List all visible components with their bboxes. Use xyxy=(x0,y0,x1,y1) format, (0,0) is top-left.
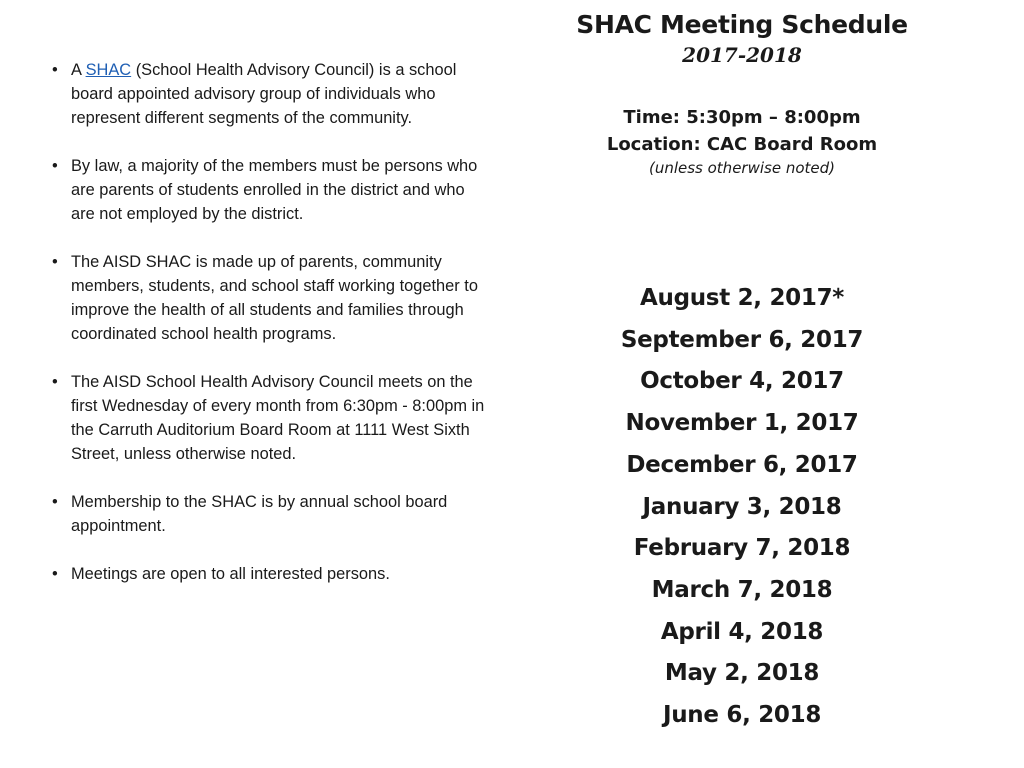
meeting-date: January 3, 2018 xyxy=(642,493,842,520)
meeting-date: October 4, 2017 xyxy=(640,368,844,395)
bullet-text: The AISD School Health Advisory Council meets on the first Wednesday of every month from 6:30pm - 8:00pm in the Carruth Auditorium Board Room at 1111 West Sixth Street, unless otherwise noted. xyxy=(71,373,485,463)
meeting-date: February 7, 2018 xyxy=(633,535,851,562)
meeting-date: June 6, 2018 xyxy=(662,702,822,729)
meeting-date: September 6, 2017 xyxy=(620,326,864,353)
info-bullet-list xyxy=(50,58,490,586)
shac-link[interactable]: SHAC xyxy=(85,61,132,79)
bullet-item xyxy=(50,58,490,130)
location-note: (unless otherwise noted) xyxy=(648,159,836,177)
meeting-time: Time: 5:30pm – 8:00pm xyxy=(623,107,861,128)
meeting-date: April 4, 2018 xyxy=(660,618,824,645)
bullet-item xyxy=(50,370,490,466)
bullet-text: The AISD SHAC is made up of parents, community members, students, and school staff working together to improve the health of all students and families through coordinated school health programs. xyxy=(71,253,478,343)
bullet-item xyxy=(50,250,490,346)
meeting-dates-list xyxy=(560,278,924,737)
schedule-column xyxy=(560,8,924,729)
bullet-text: By law, a majority of the members must be persons who are parents of students enrolled in the district and who are not employed by the district. xyxy=(71,157,478,223)
meeting-date: March 7, 2018 xyxy=(651,576,833,603)
info-column xyxy=(50,58,490,610)
bullet-text: (School Health Advisory Council) is a school board appointed advisory group of individuals who represent different segments of the community. xyxy=(71,61,457,127)
schedule-title: SHAC Meeting Schedule xyxy=(576,10,908,39)
meeting-date: August 2, 2017* xyxy=(640,285,844,311)
meeting-date: December 6, 2017 xyxy=(626,451,858,478)
bullet-item xyxy=(50,562,490,586)
meeting-location: Location: CAC Board Room xyxy=(606,134,878,155)
bullet-item xyxy=(50,490,490,538)
meeting-date: November 1, 2017 xyxy=(625,410,859,437)
meeting-date: May 2, 2018 xyxy=(664,660,820,687)
bullet-prefix: A xyxy=(71,61,86,79)
schedule-year: 2017-2018 xyxy=(682,43,802,67)
bullet-text: Meetings are open to all interested persons. xyxy=(71,565,390,583)
bullet-text: Membership to the SHAC is by annual school board appointment. xyxy=(71,493,448,535)
bullet-item xyxy=(50,154,490,226)
